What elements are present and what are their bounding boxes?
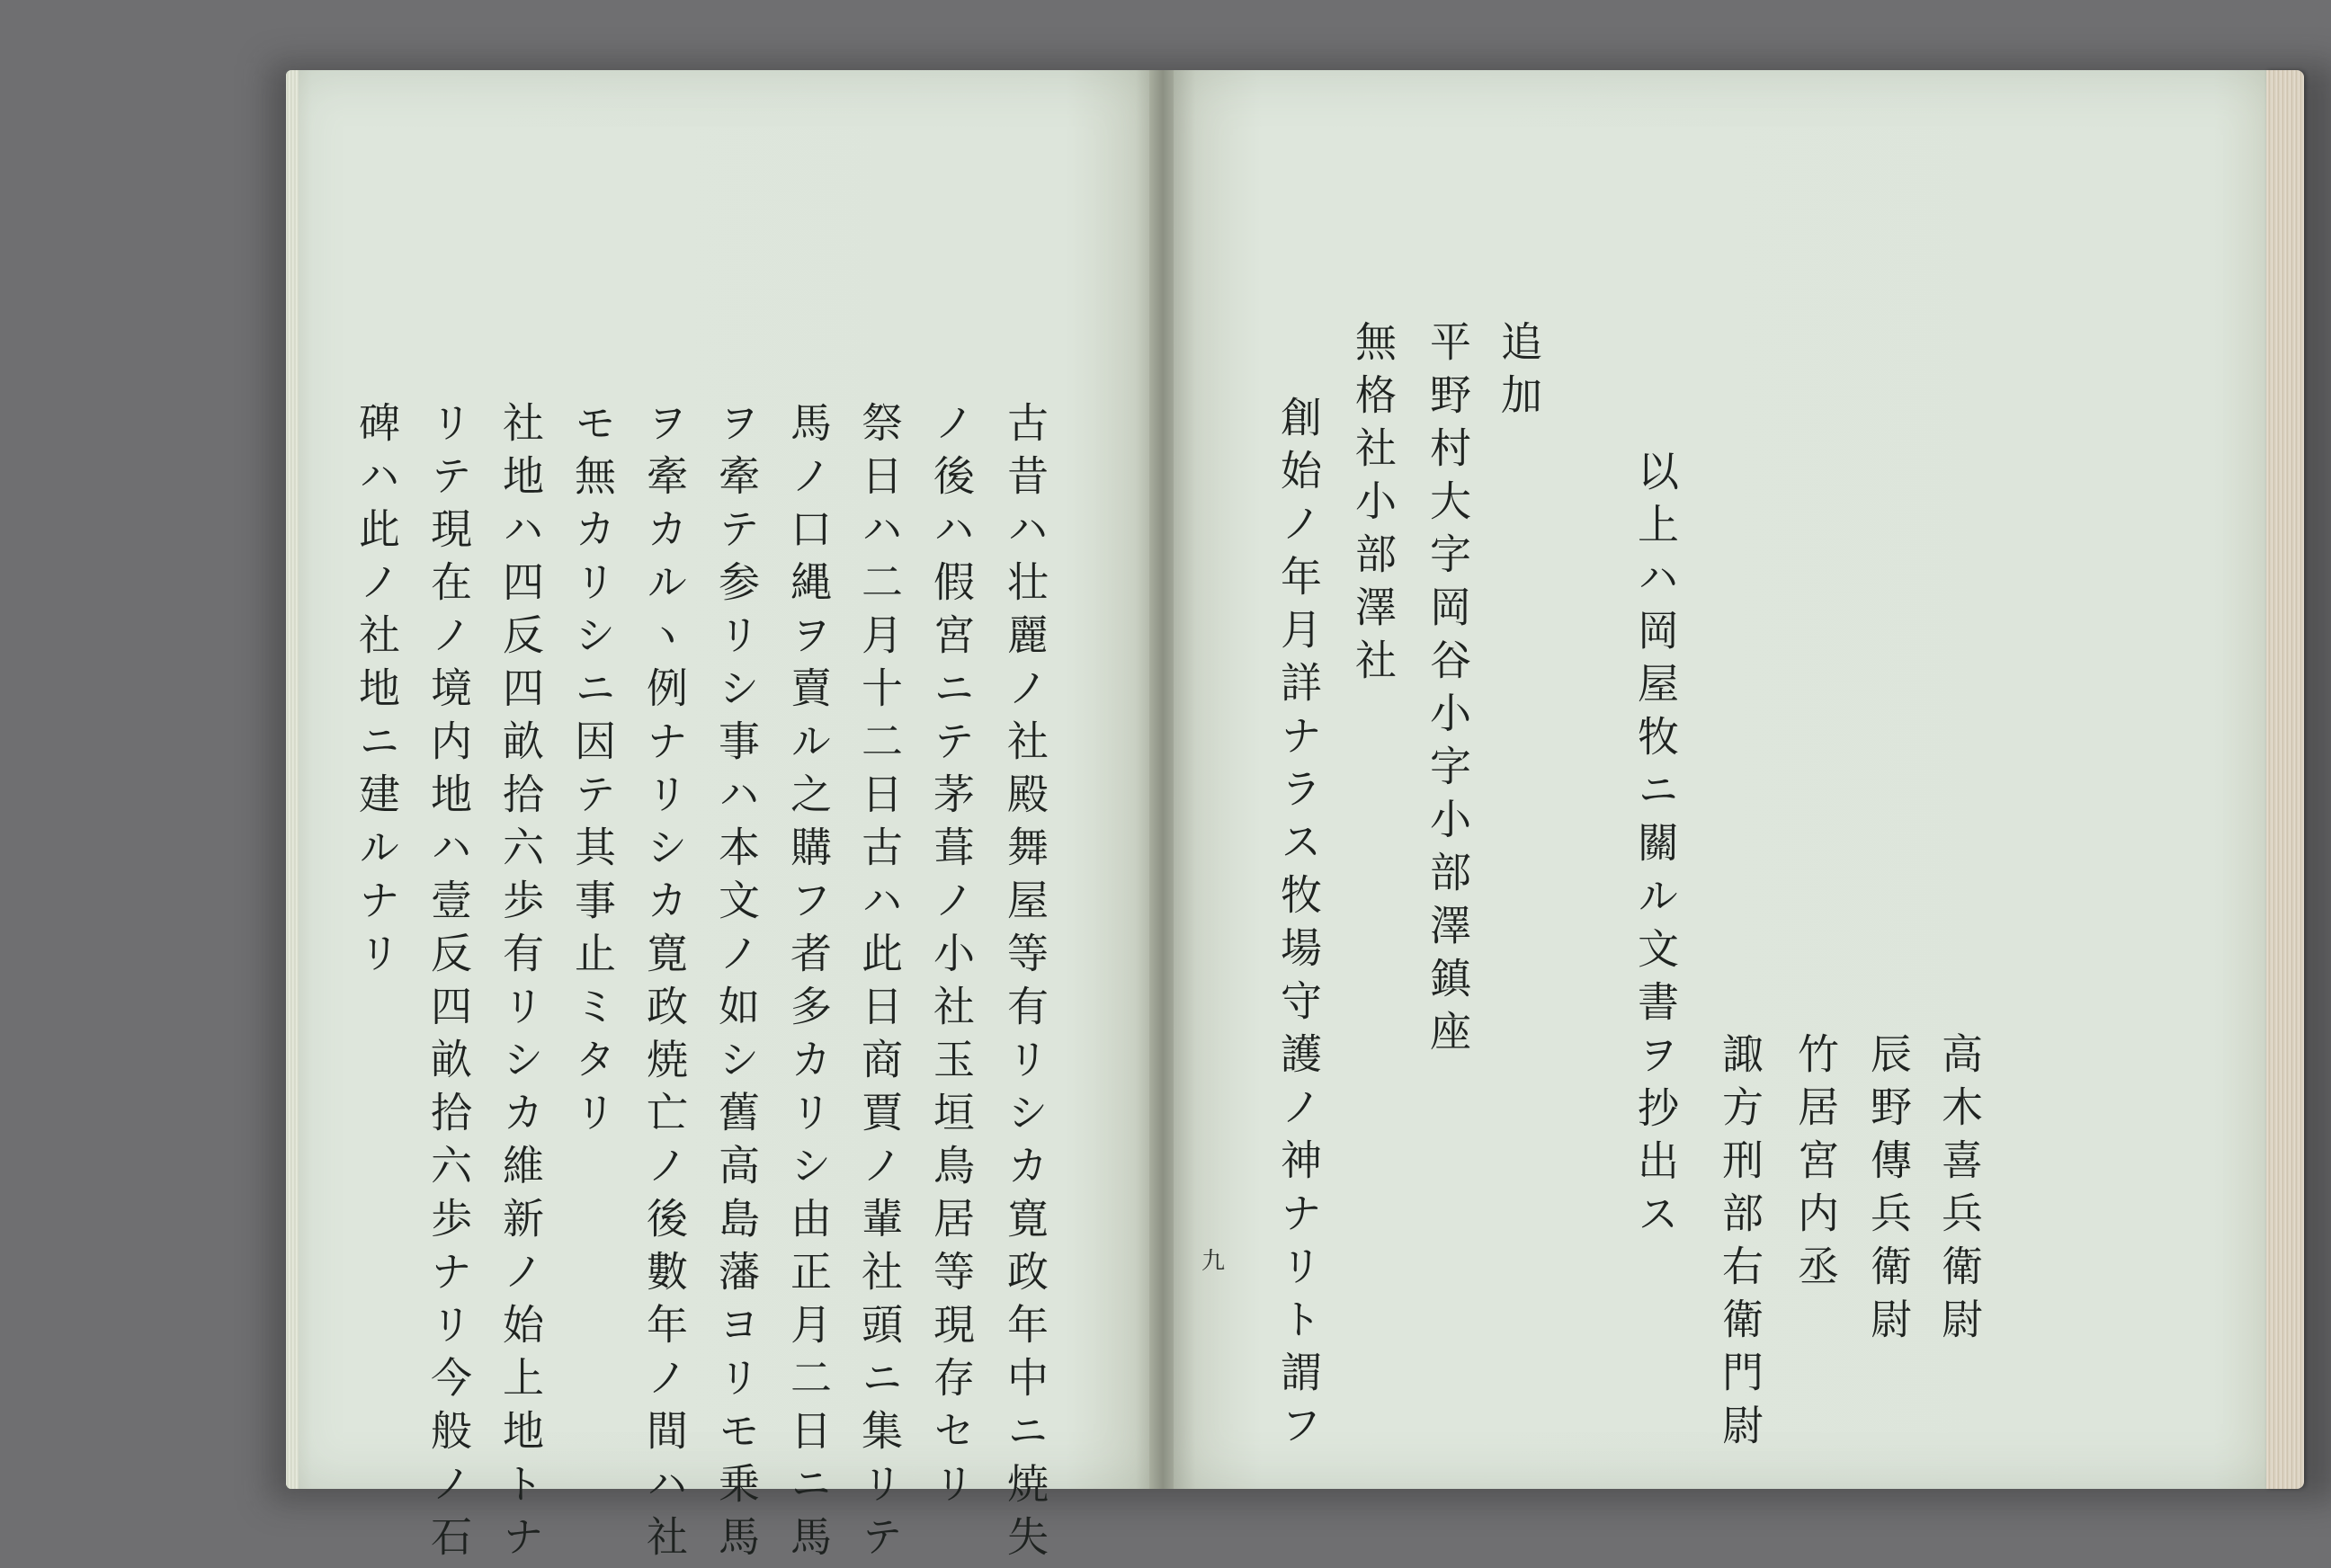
addendum-shrine: 無格社小部澤社 bbox=[1349, 320, 1398, 691]
addendum-heading: 追加 bbox=[1495, 320, 1543, 426]
page-number: 九 bbox=[1201, 1248, 1226, 1275]
left-column-6: ヲ牽カルヽ例ナリシカ寛政焼亡ノ後數年ノ間ハ社 bbox=[640, 401, 689, 1568]
addendum-location: 平野村大字岡谷小字小部澤鎮座 bbox=[1424, 320, 1472, 1063]
signatory-2: 辰野傳兵衛尉 bbox=[1864, 1032, 1913, 1350]
left-column-3: 祭日ハ二月十二日古ハ此日商賈ノ輩社頭ニ集リテ bbox=[855, 401, 904, 1568]
signatory-4: 諏方刑部右衛門尉 bbox=[1716, 1032, 1764, 1457]
left-page-edges bbox=[286, 70, 299, 1489]
left-column-1: 古昔ハ壮麗ノ社殿舞屋等有リシカ寛政年中ニ焼失 bbox=[1001, 401, 1049, 1568]
left-column-5: ヲ牽テ参リシ事ハ本文ノ如シ舊高島藩ヨリモ乗馬 bbox=[712, 401, 761, 1568]
right-page-edges bbox=[2266, 70, 2304, 1489]
signatory-1: 高木喜兵衛尉 bbox=[1935, 1032, 1984, 1350]
summary-line: 以上ハ岡屋牧ニ關ル文書ヲ抄出ス bbox=[1631, 450, 1680, 1245]
addendum-note: 創始ノ年月詳ナラス牧場守護ノ神ナリト謂フ bbox=[1274, 396, 1323, 1457]
left-column-10: 碑ハ此ノ社地ニ建ルナリ bbox=[353, 401, 401, 984]
left-column-4: 馬ノ口縄ヲ賣ル之購フ者多カリシ由正月二日ニ馬 bbox=[784, 401, 833, 1568]
signatory-3: 竹居宮内丞 bbox=[1791, 1032, 1840, 1297]
left-column-2: ノ後ハ假宮ニテ茅葺ノ小社玉垣鳥居等現存セリ bbox=[927, 401, 976, 1515]
left-column-8: 社地ハ四反四畝拾六歩有リシカ維新ノ始上地トナ bbox=[496, 401, 545, 1568]
book-gutter bbox=[1149, 70, 1176, 1489]
left-column-7: モ無カリシニ因テ其事止ミタリ bbox=[568, 401, 617, 1144]
left-column-9: リテ現在ノ境内地ハ壹反四畝拾六歩ナリ今般ノ石 bbox=[424, 401, 473, 1568]
